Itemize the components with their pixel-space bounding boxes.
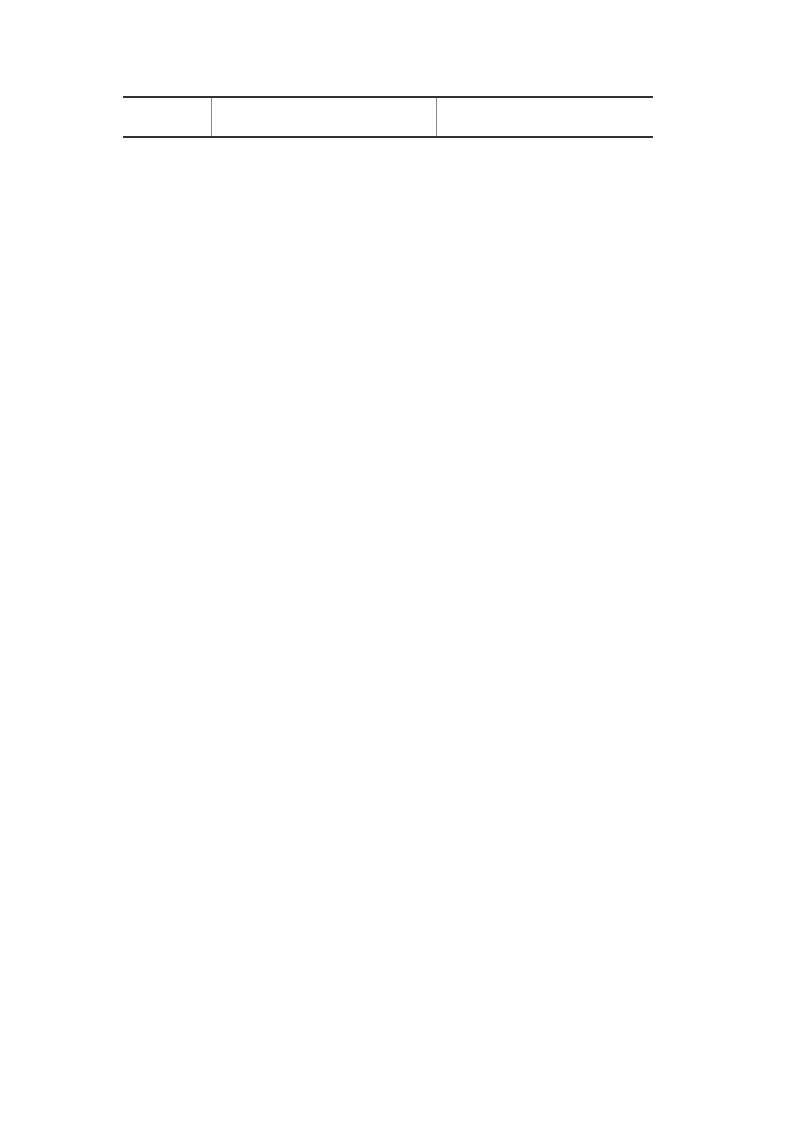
document-page — [123, 94, 683, 140]
header-cell-distinction — [123, 97, 212, 137]
comparison-table — [123, 96, 653, 138]
table-header-row — [123, 97, 653, 137]
header-cell-greece — [212, 97, 437, 137]
header-cell-rome — [437, 97, 653, 137]
